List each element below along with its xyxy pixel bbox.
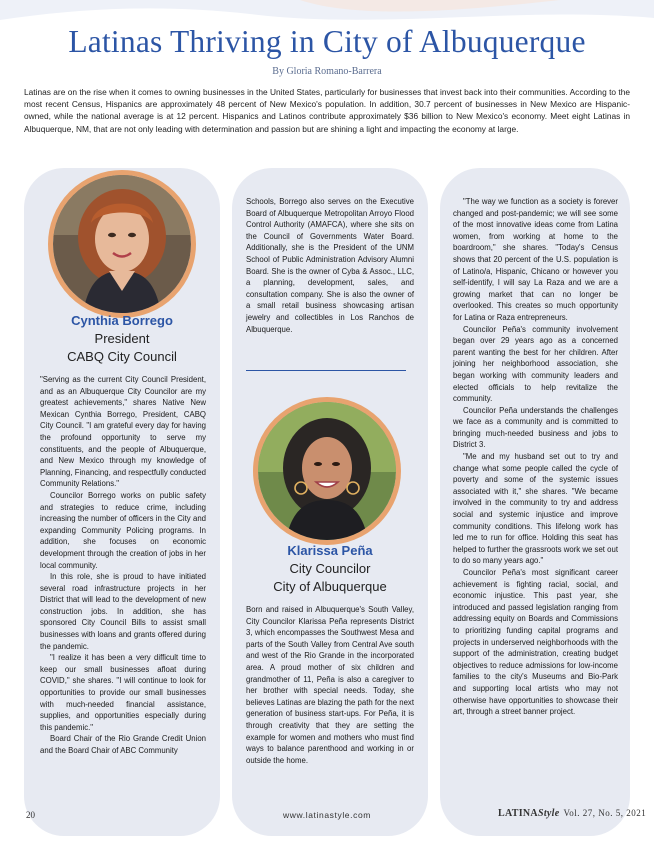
profile-title: President — [94, 331, 150, 346]
paragraph: "Serving as the current City Council President, and as an Albuquerque City Councilor are my greatest achievements," shares Native New Mexican Cynthia Borrego, President, CABQ City Council. "I am grateful every day for having the profound opportunity to serve my constituents, and the people of Albuquerque, and New Mexico through my knowledge of Planning, Financing, and respectfully conducted Community Relations." — [40, 375, 206, 489]
profile-body-borrego-continued — [246, 196, 414, 335]
paragraph: "The way we function as a society is forever changed and post-pandemic; we will see some of the most innovative ideas come from Latina women, from working at home to the boardroom," she shares. "Today's Census shows that 20 percent of the U.S. population is of Latino/a, Hispanic, Chicano or however you self-identify, I will say La Raza and we are a growing market that can no longer be overlooked. This creates so much opportunity for Latina or Raza entrepreneurs. — [453, 197, 618, 322]
profile-organization: City of Albuquerque — [273, 579, 387, 594]
paragraph: Schools, Borrego also serves on the Executive Board of Albuquerque Metropolitan Arroyo Flood Control Authority (AMAFCA), where she sits on the Council of Governments Water Board. Additionally, she is the President of the UNM School of Public Administration Advisory Alumni Board. She is the owner of Cyba & Assoc., LLC, a planning, development, sales, and consultation company. She is also the owner of a small retail business showcasing artisan jewelry and collectibles in Los Ranchos de Albuquerque. — [246, 197, 414, 334]
paragraph: In this role, she is proud to have initiated several road infrastructure projects in her District that will lead to the development of new construction jobs. In addition, she has sponsored City Council Bills to assist small businesses with loans and grants offered during the pandemic. — [40, 572, 206, 651]
portrait-cynthia-borrego-icon — [48, 170, 196, 318]
magazine-issue — [498, 808, 646, 819]
paragraph: Councilor Peña understands the challenges we face as a community and is committed to bringing much-needed business and jobs to District 3. — [453, 405, 618, 450]
profile-body-borrego — [40, 374, 206, 757]
section-divider — [246, 370, 406, 371]
profile-name: Cynthia Borrego — [71, 313, 173, 328]
website-url: www.latinastyle.com — [283, 810, 371, 820]
profile-body-pena — [246, 604, 414, 766]
profile-body-pena-continued — [453, 196, 618, 718]
profile-name: Klarissa Peña — [287, 543, 373, 558]
brand-latina: LATINA — [498, 808, 538, 819]
paragraph: Councilor Borrego works on public safety and strategies to reduce crime, including increasing the number of officers in the City and expanding Community Policing programs. In addition, she focuses on economic development through the creation of jobs in her local community. — [40, 490, 206, 570]
paragraph: Councilor Peña's most significant career achievement is fighting racial, social, and economic injustice. This past year, she introduced and passed legislation ranging from addressing equity on Boards and Commissions to prioritizing funding capital programs and projects in underserved neighborhoods with the support of the administration, creating budget objectives to reduce admissions for low-income families to the city's Museums and Bio-Park and supporting local artists who may not otherwise have opportunities to showcase their art, through a street banner project. — [453, 568, 618, 717]
issue-info: Vol. 27, No. 5, 2021 — [563, 808, 647, 818]
paragraph: "I realize it has been a very difficult time to keep our small businesses afloat during COVID," she shares. "I will continue to look for opportunities to provide our small businesses with much-needed financial assistance, supplies, and opportunities especially during this pandemic." — [40, 653, 206, 732]
paragraph: "Me and my husband set out to try and change what some people called the cycle of poverty and some of the systemic issues associated with it," she shares. "We became involved in the community to try and address social and systemic injustice and improve community conditions. This lifelong work has led me to run for office. Holding this seat has helped to further the grassroots work we set out to do so many years ago." — [453, 452, 618, 566]
brand-style: Style — [537, 808, 560, 819]
page-number: 20 — [26, 810, 35, 820]
magazine-brand — [498, 808, 559, 819]
profile-title: City Councilor — [289, 561, 371, 576]
paragraph: Born and raised in Albuquerque's South Valley, City Councilor Klarissa Peña represents District 3, which encompasses the Southwest Mesa and parts of the South Valley from Central Ave south and west of the Rio Grande in the incorporated area. A proud mother of six children and grandmother of 11, Peña is also a caregiver to her brother with special needs. Today, she believes Latinas are blazing the path for the next generation of business start-ups. For Peña, it is through creativity that they are setting the example for women and mothers who must find ways to balance parenthood and working in or outside the home. — [246, 605, 414, 765]
profile-organization: CABQ City Council — [67, 349, 177, 364]
intro-paragraph: Latinas are on the rise when it comes to owning businesses in the United States, particularly for businesses that invest back into their communities. According to the most recent Census, Hispanics are approximately 48 percent of New Mexico's population. In addition, 30.7 percent of businesses in New Mexico are Hispanic-owned, while the national average is at 12 percent. Hispanics and Latinos contribute approximately $36 billion to New Mexico's economy. Meet eight Latinas in Albuquerque, NM, that are not only leading with determination and passion but are shining a light and impacting the economy at large. — [24, 87, 630, 134]
portrait-klarissa-pena-icon — [253, 397, 401, 545]
paragraph: Board Chair of the Rio Grande Credit Union and the Board Chair of ABC Community — [40, 734, 206, 755]
byline: By Gloria Romano-Barrera — [272, 66, 382, 77]
article-title: Latinas Thriving in City of Albuquerque — [68, 24, 586, 59]
paragraph: Councilor Peña's community involvement began over 29 years ago as a concerned parent wanting the best for her children. After joining her neighborhood association, she began working with community leaders and elected officials to help revitalize the community. — [453, 324, 618, 404]
